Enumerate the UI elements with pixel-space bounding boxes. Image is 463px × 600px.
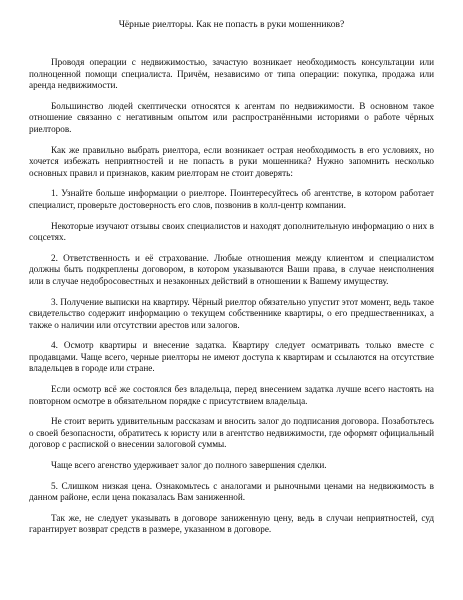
paragraph-deposit-warning: Не стоит верить удивительным рассказам и вносить залог до подписания договора. Позаботьтесь о своей безопасности, обратитесь к юристу или в агентство недвижимости, где оформят официальный договор с распиской о внесении залоговой суммы. [29,416,434,450]
paragraph-owner-absent: Если осмотр всё же состоялся без владельца, перед внесением задатка лучше всего настоять на повторном осмотре в обязательном порядке с присутствием владельца. [29,384,434,406]
paragraph-rule-3: 3. Получение выписки на квартиру. Чёрный риелтор обязательно упустит этот момент, ведь такое свидетельство содержит информацию о текущем собственнике квартиры, о его предшественниках, а также о наличии или отсутствии арестов или залогов. [29,296,434,330]
paragraph-contract-price: Так же, не следует указывать в договоре заниженную цену, ведь в случаи неприятностей, суд гарантирует возврат средств в размере, указанном в договоре. [29,512,434,535]
paragraph-agency-holds: Чаще всего агенство удерживает залог до полного завершения сделки. [51,460,327,471]
paragraph-reviews: Некоторые изучают отзывы своих специалистов и находят дополнительную информацию о них в соцсетях. [29,220,434,243]
paragraph-how-to-choose: Как же правильно выбрать риелтора, если возникает острая необходимость в его условиях, но хочется избежать неприятностей и не попасть в руки мошенника? Нужно запомнить несколько основных правил и признаков, каким риелторам не стоит доверять: [29,144,434,178]
paragraph-rule-1: 1. Узнайте больше информации о риелторе. Поинтересуйтесь об агентстве, в котором работает специалист, проверьте достоверность его слов, позвонив в колл-центр компании. [29,188,434,210]
paragraph-rule-4: 4. Осмотр квартиры и внесение задатка. Квартиру следует осматривать только вместе с продавцами. Чаще всего, черные риелторы не имеют доступа к квартирам и ссылаются на отсутствие владельцев в городе или стране. [29,340,434,374]
document-title: Чёрные риелторы. Как не попасть в руки мошенников? [118,19,345,30]
paragraph-skepticism: Большинство людей скептически относятся к агентам по недвижимости. В основном такое отношение связанно с негативным опытом или распространёнными историями о работе чёрных риелторов. [29,100,434,134]
paragraph-intro: Проводя операции с недвижимостью, зачастую возникает необходимость консультации или полноценной помощи специалиста. Причём, независимо от типа операции: покупка, продажа или аренда недвижимости. [29,57,434,91]
document-body [29,57,434,536]
paragraph-rule-2: 2. Ответственность и её страхование. Любые отношения между клиентом и специалистом должны быть подкреплены договором, в котором указываются Ваши права, в случае неисполнения или в случае недобросовестных и незаконных действий в отношении к Вашему имуществу. [29,252,434,286]
paragraph-rule-5: 5. Слишком низкая цена. Ознакомьтесь с аналогами и рыночными ценами на недвижимость в данном районе, если цена показалась Вам заниженной. [29,480,434,503]
